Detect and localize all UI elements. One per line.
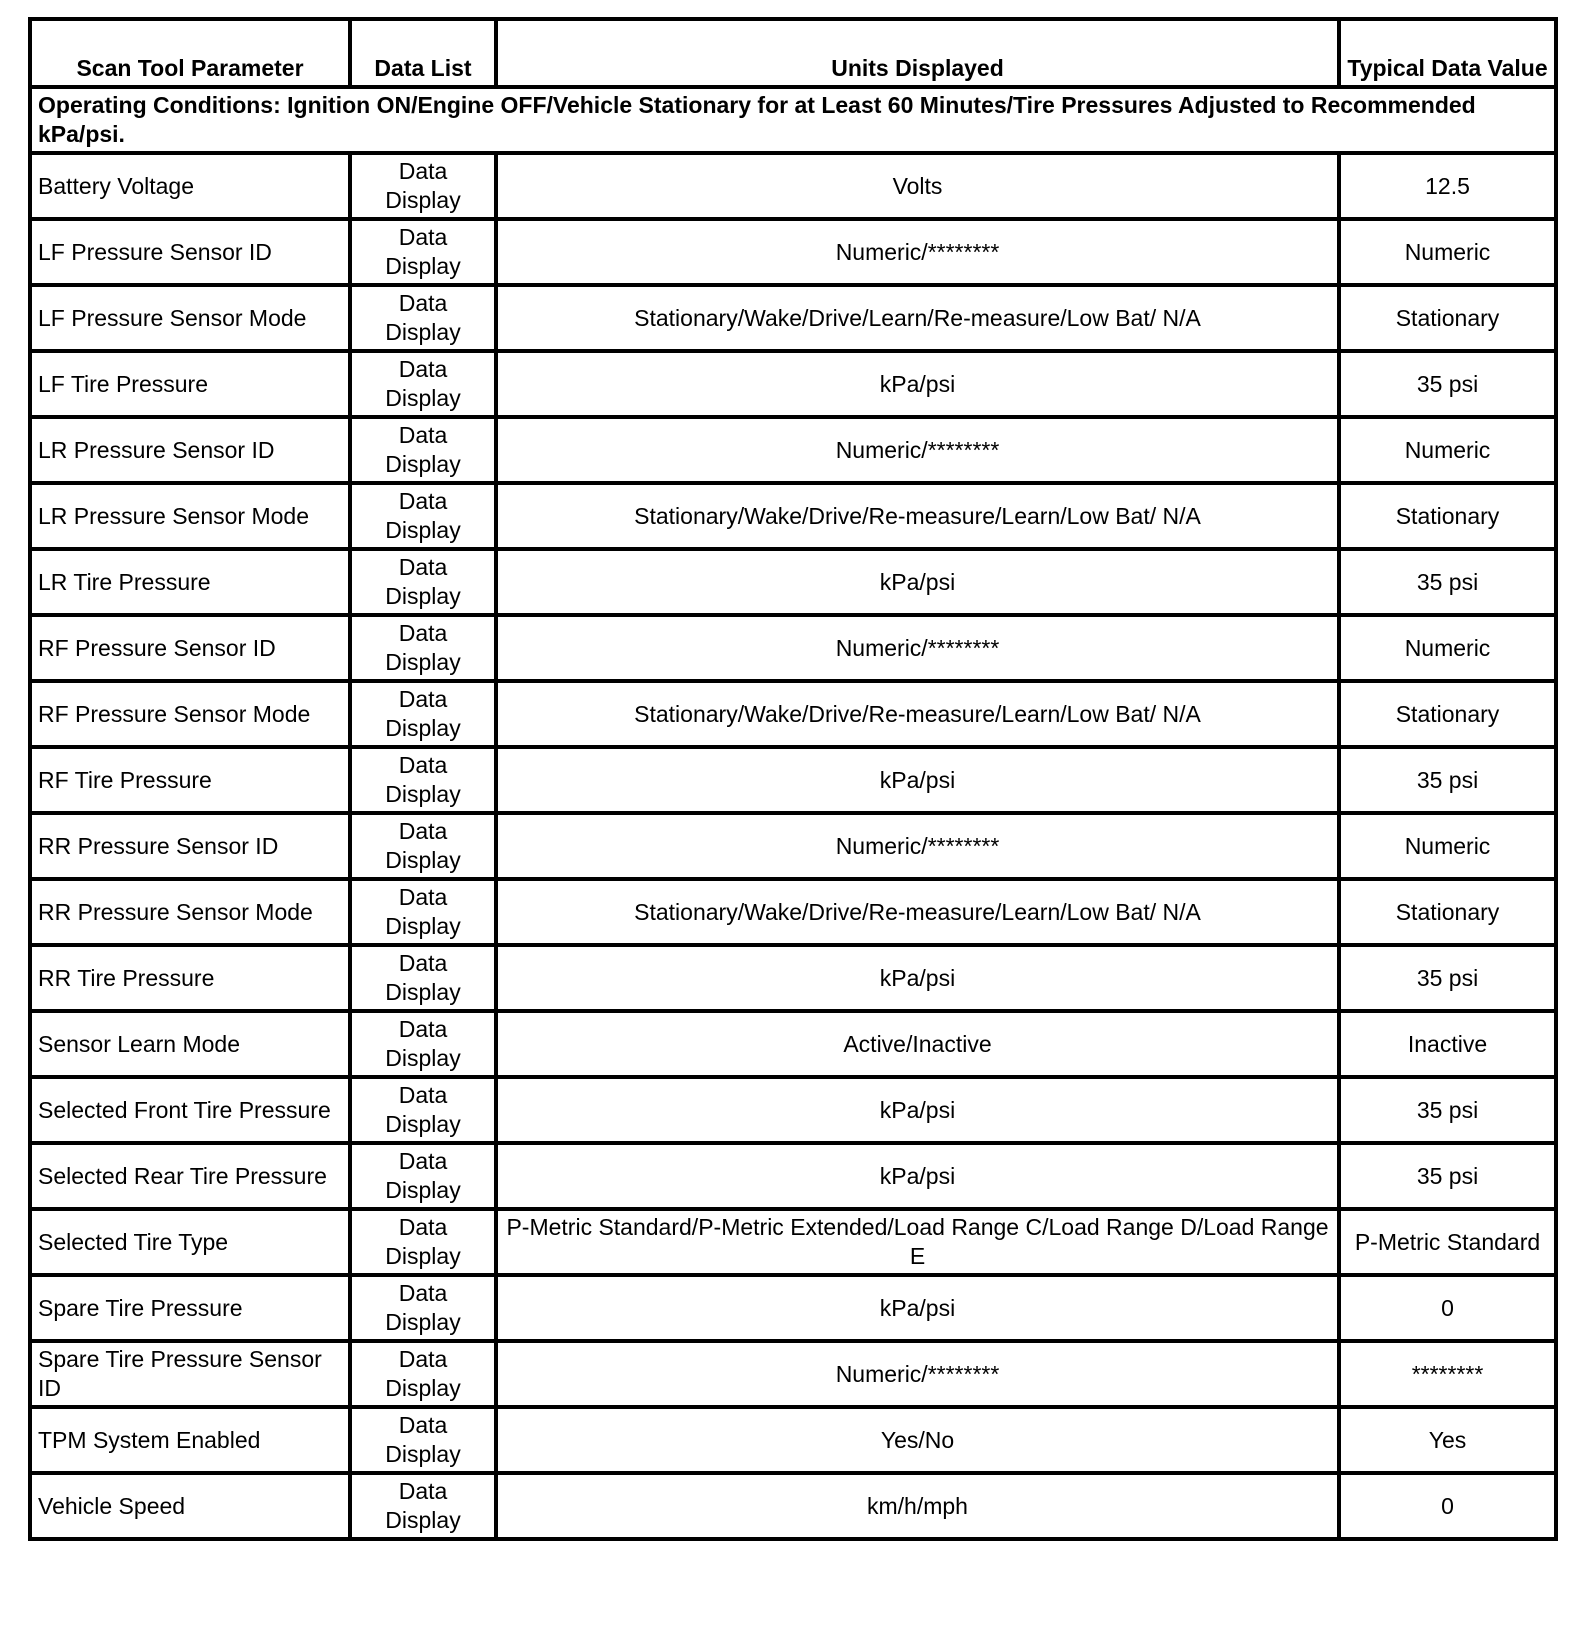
operating-conditions-row <box>30 87 1556 153</box>
units-cell: kPa/psi <box>496 747 1339 813</box>
data-list-cell: Data Display <box>350 879 496 945</box>
table-row <box>30 351 1556 417</box>
data-list-cell: Data Display <box>350 417 496 483</box>
units-cell: Stationary/Wake/Drive/Learn/Re-measure/Low Bat/ N/A <box>496 285 1339 351</box>
operating-conditions-text: Operating Conditions: Ignition ON/Engine OFF/Vehicle Stationary for at Least 60 Minutes/Tire Pressures Adjusted to Recommended kPa/psi. <box>30 87 1556 153</box>
table-row <box>30 483 1556 549</box>
parameter-cell: LR Pressure Sensor ID <box>30 417 350 483</box>
table-row <box>30 219 1556 285</box>
typical-value-cell: Stationary <box>1339 681 1556 747</box>
typical-value-cell: ******** <box>1339 1341 1556 1407</box>
parameter-cell: Spare Tire Pressure <box>30 1275 350 1341</box>
typical-value-cell: Numeric <box>1339 219 1556 285</box>
units-cell: Volts <box>496 153 1339 219</box>
table-row <box>30 1473 1556 1539</box>
data-list-cell: Data Display <box>350 945 496 1011</box>
units-cell: Active/Inactive <box>496 1011 1339 1077</box>
typical-value-cell: 35 psi <box>1339 351 1556 417</box>
data-list-cell: Data Display <box>350 219 496 285</box>
units-cell: Numeric/******** <box>496 615 1339 681</box>
typical-value-cell: 0 <box>1339 1275 1556 1341</box>
typical-value-cell: 35 psi <box>1339 1077 1556 1143</box>
parameter-cell: Vehicle Speed <box>30 1473 350 1539</box>
units-cell: kPa/psi <box>496 1143 1339 1209</box>
units-cell: kPa/psi <box>496 1275 1339 1341</box>
units-cell: Numeric/******** <box>496 1341 1339 1407</box>
typical-value-cell: 0 <box>1339 1473 1556 1539</box>
table-row <box>30 813 1556 879</box>
units-cell: Numeric/******** <box>496 813 1339 879</box>
units-cell: Stationary/Wake/Drive/Re-measure/Learn/Low Bat/ N/A <box>496 681 1339 747</box>
parameter-cell: Selected Front Tire Pressure <box>30 1077 350 1143</box>
typical-value-cell: 35 psi <box>1339 747 1556 813</box>
typical-value-cell: Yes <box>1339 1407 1556 1473</box>
data-list-cell: Data Display <box>350 615 496 681</box>
parameter-cell: LF Pressure Sensor ID <box>30 219 350 285</box>
units-cell: Stationary/Wake/Drive/Re-measure/Learn/Low Bat/ N/A <box>496 483 1339 549</box>
parameter-cell: Selected Rear Tire Pressure <box>30 1143 350 1209</box>
table-row <box>30 945 1556 1011</box>
units-cell: P-Metric Standard/P-Metric Extended/Load Range C/Load Range D/Load Range E <box>496 1209 1339 1275</box>
units-cell: Numeric/******** <box>496 219 1339 285</box>
typical-value-cell: Stationary <box>1339 285 1556 351</box>
header-units-displayed: Units Displayed <box>496 19 1339 87</box>
table-row <box>30 681 1556 747</box>
header-data-list: Data List <box>350 19 496 87</box>
parameter-cell: Selected Tire Type <box>30 1209 350 1275</box>
header-scan-tool-parameter: Scan Tool Parameter <box>30 19 350 87</box>
parameter-cell: Spare Tire Pressure Sensor ID <box>30 1341 350 1407</box>
table-row <box>30 1209 1556 1275</box>
typical-value-cell: 35 psi <box>1339 1143 1556 1209</box>
parameter-cell: Sensor Learn Mode <box>30 1011 350 1077</box>
data-list-cell: Data Display <box>350 351 496 417</box>
units-cell: kPa/psi <box>496 549 1339 615</box>
table-row <box>30 1407 1556 1473</box>
table-row <box>30 615 1556 681</box>
parameter-cell: RR Pressure Sensor ID <box>30 813 350 879</box>
parameter-cell: RF Tire Pressure <box>30 747 350 813</box>
parameter-cell: LR Pressure Sensor Mode <box>30 483 350 549</box>
data-list-cell: Data Display <box>350 1407 496 1473</box>
parameter-cell: LR Tire Pressure <box>30 549 350 615</box>
data-list-cell: Data Display <box>350 747 496 813</box>
data-list-cell: Data Display <box>350 813 496 879</box>
data-list-cell: Data Display <box>350 1275 496 1341</box>
parameter-cell: LF Pressure Sensor Mode <box>30 285 350 351</box>
table-row <box>30 879 1556 945</box>
parameter-cell: RF Pressure Sensor Mode <box>30 681 350 747</box>
table-header-row <box>30 19 1556 87</box>
table-row <box>30 417 1556 483</box>
data-list-cell: Data Display <box>350 1209 496 1275</box>
table-row <box>30 747 1556 813</box>
units-cell: kPa/psi <box>496 945 1339 1011</box>
typical-value-cell: 12.5 <box>1339 153 1556 219</box>
typical-value-cell: Stationary <box>1339 483 1556 549</box>
typical-value-cell: Numeric <box>1339 417 1556 483</box>
units-cell: Yes/No <box>496 1407 1339 1473</box>
table-row <box>30 1077 1556 1143</box>
typical-value-cell: 35 psi <box>1339 549 1556 615</box>
data-list-cell: Data Display <box>350 1341 496 1407</box>
data-list-cell: Data Display <box>350 1011 496 1077</box>
table-row <box>30 1341 1556 1407</box>
typical-value-cell: Numeric <box>1339 615 1556 681</box>
table-row <box>30 1143 1556 1209</box>
units-cell: Stationary/Wake/Drive/Re-measure/Learn/Low Bat/ N/A <box>496 879 1339 945</box>
parameter-cell: Battery Voltage <box>30 153 350 219</box>
data-list-cell: Data Display <box>350 483 496 549</box>
typical-value-cell: Inactive <box>1339 1011 1556 1077</box>
typical-value-cell: Numeric <box>1339 813 1556 879</box>
table-row <box>30 549 1556 615</box>
header-typical-data-value: Typical Data Value <box>1339 19 1556 87</box>
parameter-cell: RR Pressure Sensor Mode <box>30 879 350 945</box>
parameter-cell: RR Tire Pressure <box>30 945 350 1011</box>
units-cell: kPa/psi <box>496 1077 1339 1143</box>
units-cell: kPa/psi <box>496 351 1339 417</box>
data-list-cell: Data Display <box>350 681 496 747</box>
table-row <box>30 153 1556 219</box>
units-cell: km/h/mph <box>496 1473 1339 1539</box>
typical-value-cell: P-Metric Standard <box>1339 1209 1556 1275</box>
units-cell: Numeric/******** <box>496 417 1339 483</box>
parameter-cell: LF Tire Pressure <box>30 351 350 417</box>
table-row <box>30 1275 1556 1341</box>
data-list-cell: Data Display <box>350 285 496 351</box>
data-list-cell: Data Display <box>350 549 496 615</box>
table-row <box>30 1011 1556 1077</box>
data-list-cell: Data Display <box>350 153 496 219</box>
table-row <box>30 285 1556 351</box>
data-list-cell: Data Display <box>350 1143 496 1209</box>
typical-value-cell: Stationary <box>1339 879 1556 945</box>
data-list-cell: Data Display <box>350 1077 496 1143</box>
parameter-cell: RF Pressure Sensor ID <box>30 615 350 681</box>
scan-tool-data-table <box>28 17 1558 1541</box>
data-list-cell: Data Display <box>350 1473 496 1539</box>
typical-value-cell: 35 psi <box>1339 945 1556 1011</box>
parameter-cell: TPM System Enabled <box>30 1407 350 1473</box>
